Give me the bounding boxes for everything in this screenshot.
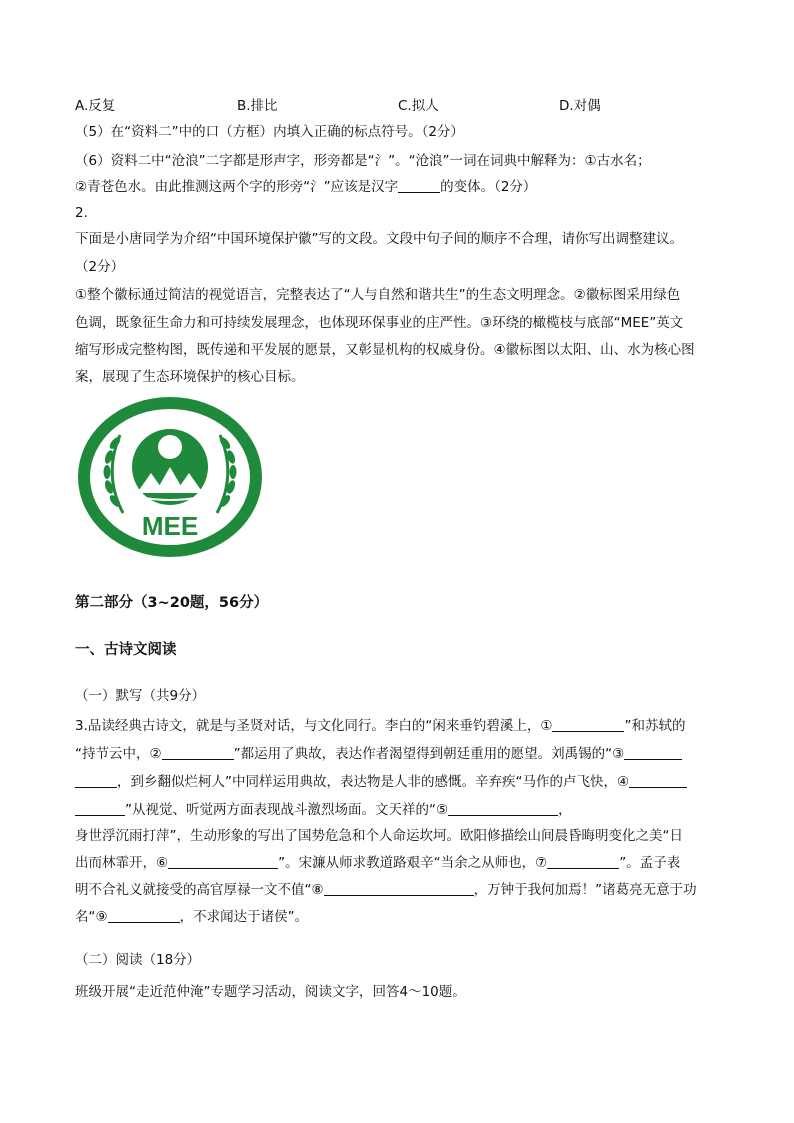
blank-5[interactable]: [448, 801, 558, 816]
q3-text: 出而林霏开，⑥: [75, 855, 169, 871]
q3-text: 3.品读经典古诗文，就是与圣贤对话，与文化同行。李白的“闲来垂钓碧溪上，①: [75, 718, 553, 734]
option-c: C.拟人: [398, 98, 439, 114]
q3-text: ”从视觉、听觉两方面表现战斗激烈场面。文天祥的“⑤: [125, 802, 449, 818]
section-1-heading: 一、古诗文阅读: [75, 642, 177, 658]
option-d: D.对偶: [559, 98, 601, 114]
q3-text: ”和苏轼的: [624, 718, 686, 734]
logo-text: MEE: [141, 511, 199, 541]
q3-text: ”都运用了典故，表达作者渴望得到朝廷重用的愿望。刘禹锡的“③: [233, 746, 625, 762]
blank-2[interactable]: [162, 745, 234, 760]
question-3-line-4: [75, 800, 725, 820]
blank-7[interactable]: [547, 854, 619, 869]
question-3-line-3: [75, 772, 725, 792]
blank-3[interactable]: [624, 745, 682, 760]
question-5: （5）在“资料二”中的口（方框）内填入正确的标点符号。（2分）: [75, 124, 464, 140]
blank-1[interactable]: [552, 717, 624, 732]
question-3-line-6: [75, 853, 725, 873]
question-6-line-1: （6）资料二中“沧浪”二字都是形声字，形旁都是“氵”。“沧浪”一词在词典中解释为：①古水名；: [75, 153, 651, 169]
question-2-line-1: 下面是小唐同学为介绍“中国环境保护徽”写的文段。文段中句子间的顺序不合理，请你写出调整建议。: [75, 231, 683, 247]
option-a: A.反复: [75, 98, 116, 114]
q3-text: 明不合礼义就接受的高官厚禄一文不值“⑧: [75, 882, 324, 898]
reading-intro: 班级开展“走近范仲淹”专题学习活动，阅读文字，回答4～10题。: [75, 984, 466, 1000]
blank-3-cont[interactable]: [75, 773, 117, 788]
q3-text: “持节云中，②: [75, 746, 162, 762]
question-6-text: ②青苍色水。由此推测这两个字的形旁“氵”应该是汉字: [75, 179, 399, 195]
question-2-line-2: （2分）: [75, 259, 125, 275]
q3-text: ，万钟于我何加焉！”诸葛亮无意于功: [473, 882, 697, 898]
question-3-line-7: [75, 880, 725, 900]
question-3-line-2: [75, 744, 725, 764]
question-3-line-8: [75, 907, 725, 927]
q3-text: ，: [558, 802, 572, 818]
q3-text: 名“⑨: [75, 909, 108, 925]
question-6-line-2: [75, 177, 725, 197]
question-3-line-5: 身世浮沉雨打萍”，生动形象的写出了国势危急和个人命运坎坷。欧阳修描绘山间晨昏晦明变化之美“日: [75, 828, 683, 844]
q3-text: ”。宋濂从师求教道路艰辛“当余之从师也，⑦: [278, 855, 548, 871]
question-6-text-end: 的变体。（2分）: [440, 179, 537, 195]
environment-protection-emblem: [75, 395, 265, 560]
subsection-dictation: （一）默写（共9分）: [75, 688, 206, 704]
blank-8[interactable]: [324, 881, 474, 896]
passage-line-3: 缩写形成完整构图，既传递和平发展的愿景，又彰显机构的权威身份。④徽标图以太阳、山、水为核心图: [75, 342, 695, 358]
blank-9[interactable]: [108, 908, 180, 923]
q3-text: ，不求闻达于诸侯”。: [179, 909, 309, 925]
blank-4-cont[interactable]: [75, 801, 125, 816]
answer-blank[interactable]: [398, 178, 440, 193]
part-2-heading: 第二部分（3~20题，56分）: [75, 595, 269, 611]
q3-text: ”。孟子表: [619, 855, 681, 871]
blank-6[interactable]: [168, 854, 278, 869]
blank-4[interactable]: [629, 773, 687, 788]
passage-line-1: ①整个徽标通过简洁的视觉语言，完整表达了“人与自然和谐共生”的生态文明理念。②徽标图采用绿色: [75, 287, 681, 303]
subsection-reading: （二）阅读（18分）: [75, 952, 201, 968]
passage-line-2: 色调，既象征生命力和可持续发展理念，也体现环保事业的庄严性。③环绕的橄榄枝与底部“MEE”英文: [75, 315, 684, 331]
passage-line-4: 案，展现了生态环境保护的核心目标。: [75, 369, 305, 385]
answer-options: [75, 94, 725, 116]
q3-text: ，到乡翻似烂柯人”中同样运用典故，表达物是人非的感慨。辛弃疾“马作的卢飞快，④: [117, 774, 630, 790]
question-2-number: 2.: [75, 205, 88, 221]
option-b: B.排比: [237, 98, 278, 114]
question-3-line-1: [75, 716, 725, 736]
